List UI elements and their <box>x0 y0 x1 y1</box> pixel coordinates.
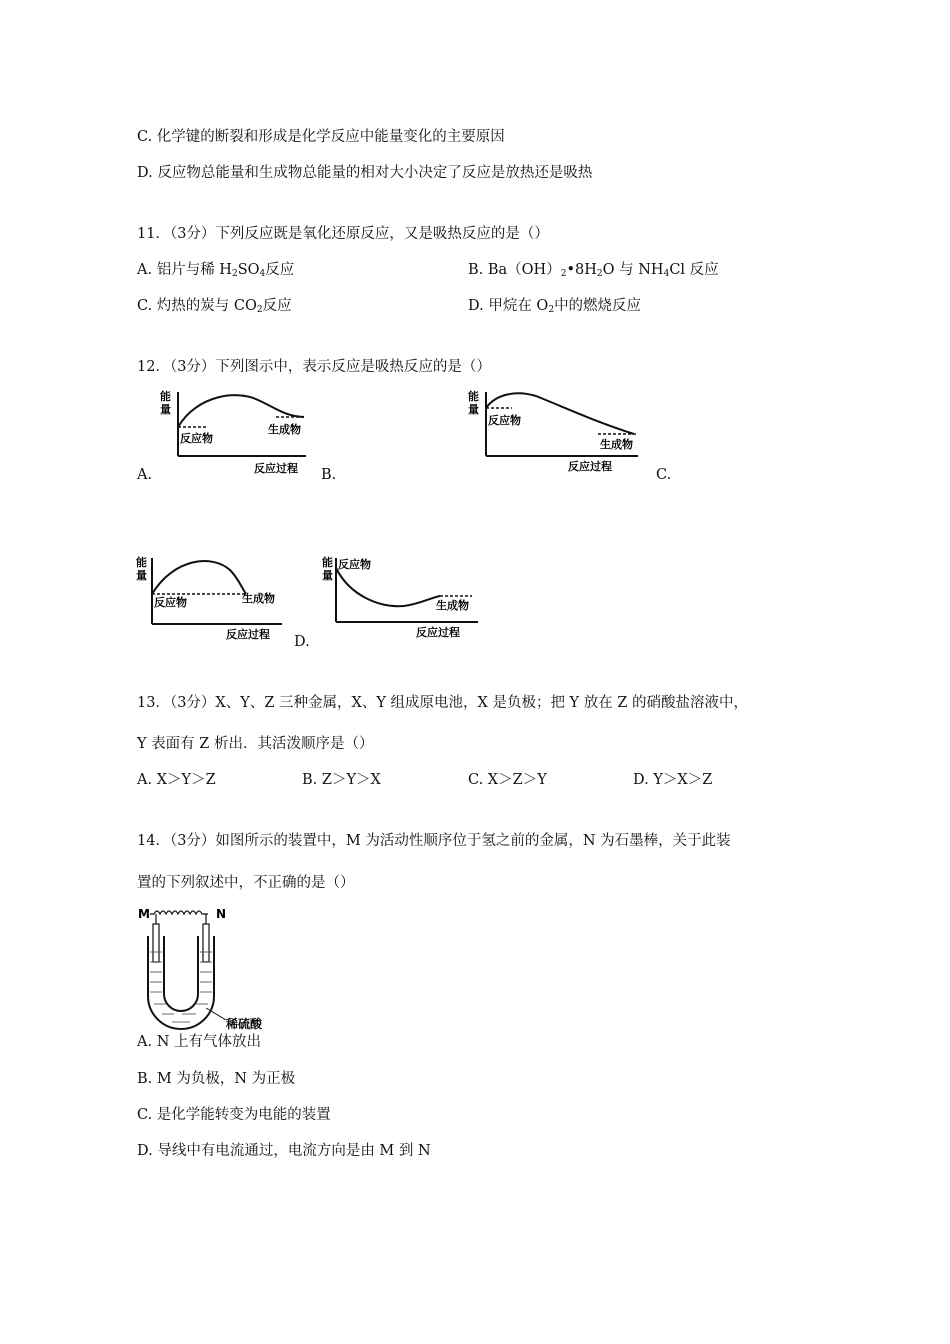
wire-coil <box>150 911 208 914</box>
q13-stem-line2: Y 表面有 Z 析出．其活泼顺序是（） <box>137 736 374 752</box>
q12-graph-c <box>134 552 284 642</box>
q14-stem-line2: 置的下列叙述中，不正确的是（） <box>137 875 355 891</box>
reactant-label: 反应物 <box>488 414 521 427</box>
energy-curve <box>336 568 440 606</box>
q14-option-a: A. N 上有气体放出 <box>137 1034 261 1050</box>
acid-label: 稀硫酸 <box>226 1017 263 1031</box>
energy-curve <box>152 561 246 594</box>
energy-axis-label-top: 能 <box>136 556 147 569</box>
q10-option-d: D. 反应物总能量和生成物总能量的相对大小决定了反应是放热还是吸热 <box>137 165 593 181</box>
q12-label-a: A. <box>137 467 153 483</box>
q13-option-b: B. Z＞Y＞X <box>302 772 381 788</box>
reactant-label: 反应物 <box>180 432 213 445</box>
q11-stem: 11．（3分）下列反应既是氧化还原反应，又是吸热反应的是（） <box>137 226 549 242</box>
process-label: 反应过程 <box>254 462 298 474</box>
q14-option-b: B. M 为负极，N 为正极 <box>137 1071 296 1087</box>
q11-option-b: B. $Ba(OH)_2•8H_2O$ 与 $NH_4Cl$ 反应 <box>468 262 719 279</box>
q11-option-a: A. 铝片与稀 $H_2SO_4$反应 <box>137 262 295 279</box>
electrode-n <box>203 924 209 962</box>
energy-axis-label-top: 能 <box>322 556 333 569</box>
q11-option-d: D. 甲烷在 $O_2$中的燃烧反应 <box>468 298 642 315</box>
q14-stem-line1: 14．（3分）如图所示的装置中，M 为活动性顺序位于氢之前的金属，N 为石墨棒，关于此装 <box>137 833 731 849</box>
energy-axis-label-bottom: 量 <box>160 403 171 416</box>
energy-axis-label-bottom: 量 <box>322 569 333 582</box>
process-label: 反应过程 <box>416 626 460 639</box>
energy-axis-label-bottom: 量 <box>468 403 479 416</box>
product-label: 生成物 <box>242 592 275 605</box>
product-label: 生成物 <box>600 438 633 451</box>
electrode-n-label: N <box>216 907 227 921</box>
process-label: 反应过程 <box>226 628 270 641</box>
q12-stem: 12．（3分）下列图示中，表示反应是吸热反应的是（） <box>137 359 491 375</box>
q13-option-a: A. X＞Y＞Z <box>137 772 216 788</box>
q12-label-c: C. <box>656 467 672 483</box>
electrode-m-label: M <box>138 907 150 921</box>
q12-label-d: D. <box>294 634 310 650</box>
electrode-m <box>153 924 159 962</box>
process-label: 反应过程 <box>568 460 612 473</box>
reactant-label: 反应物 <box>338 558 371 571</box>
product-label: 生成物 <box>436 599 469 612</box>
energy-axis-label-bottom: 量 <box>136 569 147 582</box>
reactant-label: 反应物 <box>154 596 187 609</box>
q10-option-c: C. 化学键的断裂和形成是化学反应中能量变化的主要原因 <box>137 129 505 145</box>
q13-stem-line1: 13．（3分）X、Y、Z 三种金属，X、Y 组成原电池，X 是负极；把 Y 放在 Z 的硝酸盐溶液中， <box>137 695 749 711</box>
energy-axis-label-top: 能 <box>468 390 479 403</box>
q11-option-c: C. 灼热的炭与 $CO_2$反应 <box>137 298 292 315</box>
q13-option-c: C. X＞Z＞Y <box>468 772 547 788</box>
product-label: 生成物 <box>268 423 301 436</box>
q12-label-b: B. <box>321 467 337 483</box>
energy-axis-label-top: 能 <box>160 390 171 403</box>
q14-option-d: D. 导线中有电流通过，电流方向是由 M 到 N <box>137 1143 431 1159</box>
q14-u-tube-diagram <box>136 904 282 1032</box>
q14-option-c: C. 是化学能转变为电能的装置 <box>137 1107 331 1123</box>
q12-graph-b <box>466 386 646 474</box>
q13-option-d: D. Y＞X＞Z <box>633 772 713 788</box>
q12-graph-a <box>158 386 308 474</box>
q12-graph-d <box>320 552 480 642</box>
u-tube-inner <box>164 936 198 1011</box>
